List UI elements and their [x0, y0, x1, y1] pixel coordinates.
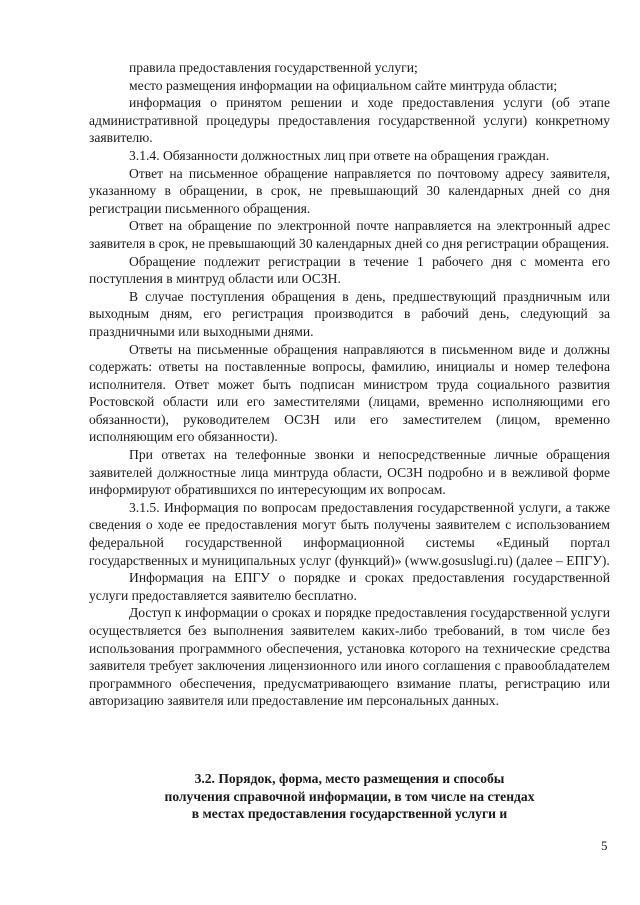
heading-line: в местах предоставления государственной услуги и [191, 806, 508, 822]
paragraph: В случае поступления обращения в день, предшествующий праздничным или выходным дням, его регистрация производится в рабочий день, следующий за праздничными или выходными днями. [89, 288, 610, 339]
section-heading [89, 770, 610, 823]
paragraph: 3.1.4. Обязанности должностных лиц при ответе на обращения граждан. [129, 147, 550, 163]
paragraph: Ответ на обращение по электронной почте направляется на электронный адрес заявителя в срок, не превышающий 30 календарных дней со дня регистрации обращения. [89, 218, 610, 251]
paragraph: Ответ на письменное обращение направляется по почтовому адресу заявителя, указанному в обращении, в срок, не превышающий 30 календарных дней со дня регистрации письменного обращения. [89, 165, 610, 216]
heading-line: получения справочной информации, в том числе на стендах [164, 788, 535, 804]
body-text [89, 59, 610, 710]
paragraph: информация о принятом решении и ходе предоставления услуги (об этапе административной процедуры предоставления государственной услуги) конкретному заявителю. [89, 95, 610, 146]
heading-line: 3.2. Порядок, форма, место размещения и способы [194, 771, 505, 786]
paragraph: Доступ к информации о сроках и порядке предоставления государственной услуги осуществляется без выполнения заявителем каких-либо требований, в том числе без использования программного обеспечения, установка которого на технические средства заявителя требует заключения лицензионного или иного соглашения с правообладателем программного обеспечения, предусматривающего взимание платы, регистрацию или авторизацию заявителя или предоставление им персональных данных. [89, 605, 610, 709]
page-number: 5 [601, 838, 608, 853]
paragraph: При ответах на телефонные звонки и непосредственные личные обращения заявителей должностные лица минтруда области, ОСЗН подробно и в вежливой форме информируют обратившихся по интересующим их вопросам. [89, 447, 610, 498]
paragraph: место размещения информации на официальном сайте минтруда области; [129, 77, 558, 93]
paragraph: Ответы на письменные обращения направляются в письменном виде и должны содержать: ответы на поставленные вопросы, фамилию, инициалы и номер телефона исполнителя. Ответ может быть подписан министром труда социального развития Ростовской области или его заместителями (лицами, временно исполняющими его обязанности), руководителем ОСЗН или его заместителем (лицом, временно исполняющим его обязанности). [89, 341, 610, 445]
paragraph: 3.1.5. Информация по вопросам предоставления государственной услуги, а также сведения о ходе ее предоставления могут быть получены заявителем с использованием федеральной государственной информационной системы «Единый портал государственных и муниципальных услуг (функций)» (www.gosuslugi.ru) (далее – ЕПГУ). [89, 499, 610, 568]
paragraph: правила предоставления государственной услуги; [129, 60, 418, 75]
paragraph: Обращение подлежит регистрации в течение 1 рабочего дня с момента его поступления в минтруд области или ОСЗН. [89, 253, 610, 287]
paragraph: Информация на ЕПГУ о порядке и сроках предоставления государственной услуги предоставляется заявителю бесплатно. [89, 570, 610, 603]
